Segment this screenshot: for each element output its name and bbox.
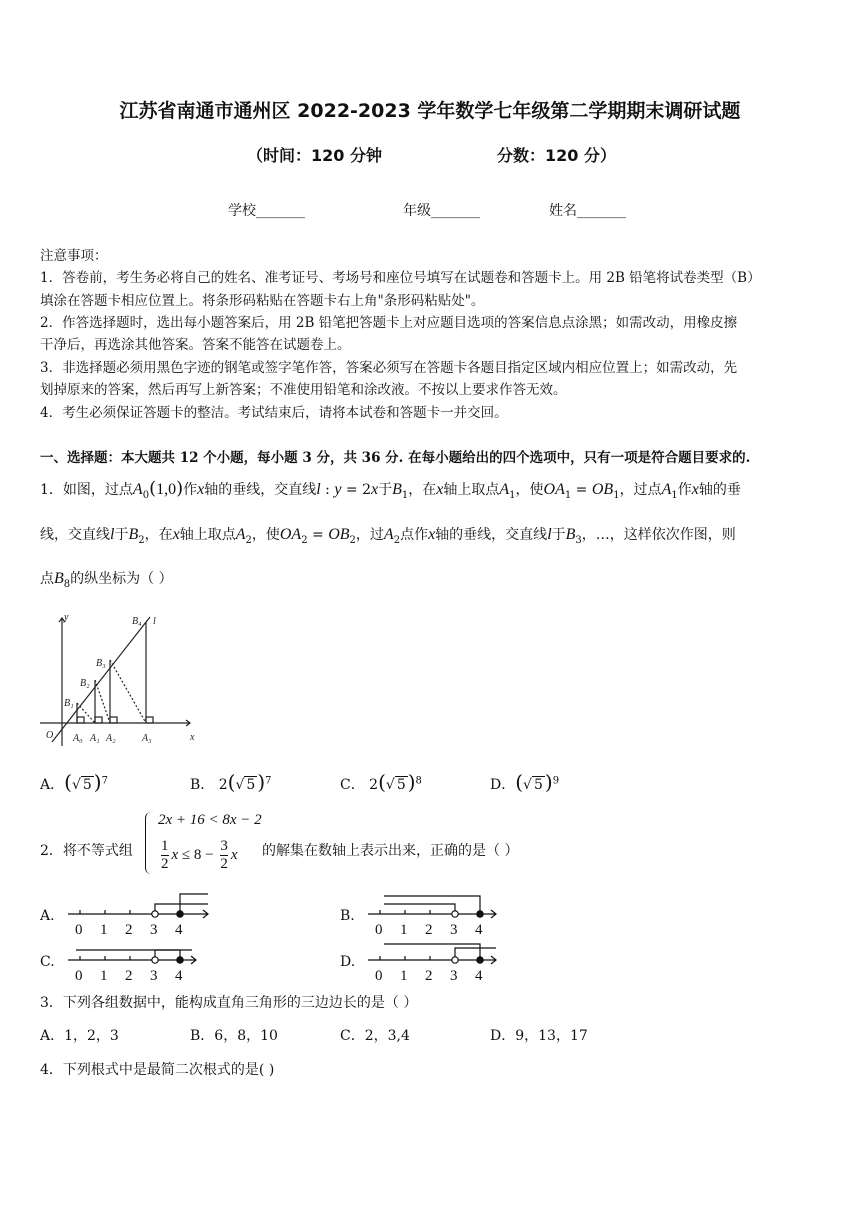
fig-label-o: O [46,730,54,741]
q1-option-b[interactable]: B． 2(√ 5 )$^7$ [190,770,272,794]
q3-option-a[interactable]: A．1，2，3 [40,1028,119,1044]
school-field: 学校_______ [228,203,305,219]
inequality-1: 2x + 16 < 8x − 2 [158,812,262,828]
system-brace [145,812,156,874]
q2-option-d-label: D. [340,954,356,970]
svg-text:1: 1 [100,922,108,938]
q1-option-a[interactable]: A．(√ 5 )$^7$ [40,770,108,794]
svg-text:1: 1 [400,922,408,938]
svg-text:2: 2 [425,968,433,984]
fig-label-b4: B₄ [132,616,142,627]
q2-option-b-label: B. [340,908,355,924]
svg-text:3: 3 [150,922,158,938]
svg-text:3: 3 [450,922,458,938]
q2-option-d[interactable] [366,936,516,984]
svg-text:4: 4 [175,968,183,984]
q1-option-c[interactable]: C． 2(√ 5 )$^8$ [340,770,422,794]
q1-option-d[interactable]: D．(√ 5 )$^9$ [490,770,560,794]
question-2-prefix: 2．将不等式组 [40,843,133,859]
question-1-line-3: 点$B_8$的纵坐标为（ ） [40,570,173,590]
svg-text:4: 4 [475,922,483,938]
q2-option-b[interactable] [366,890,516,938]
fig-label-b3: B₃ [96,658,106,669]
svg-text:3: 3 [450,968,458,984]
svg-text:0: 0 [75,968,83,984]
fig-label-l: l [153,616,156,627]
notice-line: 划掉原来的答案，然后再写上新答案；不准使用铅笔和涂改液。不按以上要求作答无效。 [40,382,567,398]
fig-label-a2: A₂ [106,733,116,744]
q3-option-b[interactable]: B．6，8，10 [190,1028,278,1044]
inequality-2: $\frac{1}{2}$ x ≤ 8 − $\frac{3}{2}$ x [161,838,238,872]
q3-option-c[interactable]: C．2，3,4 [340,1028,410,1044]
svg-text:4: 4 [175,922,183,938]
svg-text:1: 1 [400,968,408,984]
notice-line: 干净后，再选涂其他答案。答案不能答在试题卷上。 [40,337,351,353]
fig-label-b2: B₂ [80,678,90,689]
fig-label-y: y [64,612,69,623]
q2-option-a-label: A. [40,908,55,924]
svg-text:3: 3 [150,968,158,984]
exam-time: （时间：120 分钟 [247,146,382,165]
name-field: 姓名_______ [549,203,626,219]
svg-text:0: 0 [75,922,83,938]
fig-label-a0: A₀ [73,733,83,744]
svg-text:2: 2 [425,922,433,938]
svg-text:4: 4 [475,968,483,984]
notice-line: 4．考生必须保证答题卡的整洁。考试结束后，请将本试卷和答题卡一并交回。 [40,405,508,421]
notice-line: 1．答卷前，考生务必将自己的姓名、准考证号、考场号和座位号填写在试题卷和答题卡上。用 2B 铅笔将试卷类型（B） [40,270,761,286]
grade-field: 年级_______ [403,203,480,219]
exam-score: 分数：120 分） [497,146,616,165]
svg-text:2: 2 [125,922,133,938]
question-2-suffix: 的解集在数轴上表示出来，正确的是（ ） [262,843,519,859]
question-1-line-2: 线，交直线l于$B_2$，在x轴上取点$A_2$，使$OA_2 = OB_2$，过$A_2$点作x轴的垂线，交直线l于$B_3$，…，这样依次作图，则 [40,526,736,546]
svg-text:0: 0 [375,922,383,938]
svg-text:1: 1 [100,968,108,984]
q2-option-c[interactable] [66,936,216,984]
svg-text:0: 0 [375,968,383,984]
q3-option-d[interactable]: D．9，13，17 [490,1028,588,1044]
q2-option-c-label: C. [40,954,55,970]
question-3: 3．下列各组数据中，能构成直角三角形的三边边长的是（ ） [40,995,418,1011]
fig-label-a3: A₃ [142,733,152,744]
question-1-line-1: 1．如图，过点$A_0(1,0)$作x轴的垂线，交直线l : y = 2x于$B_1$，在x轴上取点$A_1$，使$OA_1 = OB_1$，过点$A_1$作x轴的垂 [40,478,741,501]
exam-title: 江苏省南通市通州区 2022-2023 学年数学七年级第二学期期末调研试题 [119,100,741,122]
notice-line: 2．作答选择题时，选出每小题答案后，用 2B 铅笔把答题卡上对应题目选项的答案信息点涂黑；如需改动，用橡皮擦 [40,315,738,331]
q2-option-a[interactable] [66,890,216,938]
svg-text:2: 2 [125,968,133,984]
question-1-figure [40,612,200,752]
notice-line: 3．非选择题必须用黑色字迹的钢笔或签字笔作答，答案必须写在答题卡各题目指定区域内相应位置上；如需改动，先 [40,360,738,376]
notice-heading: 注意事项： [40,248,108,264]
fig-label-a1: A₁ [90,733,100,744]
notice-line: 填涂在答题卡相应位置上。将条形码粘贴在答题卡右上角"条形码粘贴处"。 [40,293,485,309]
fig-label-b1: B₁ [64,698,74,709]
section-heading: 一、选择题：本大题共 12 个小题，每小题 3 分，共 36 分. 在每小题给出的四个选项中，只有一项是符合题目要求的. [40,450,751,466]
question-4: 4．下列根式中是最简二次根式的是( ) [40,1062,275,1078]
fig-label-x: x [190,732,195,743]
